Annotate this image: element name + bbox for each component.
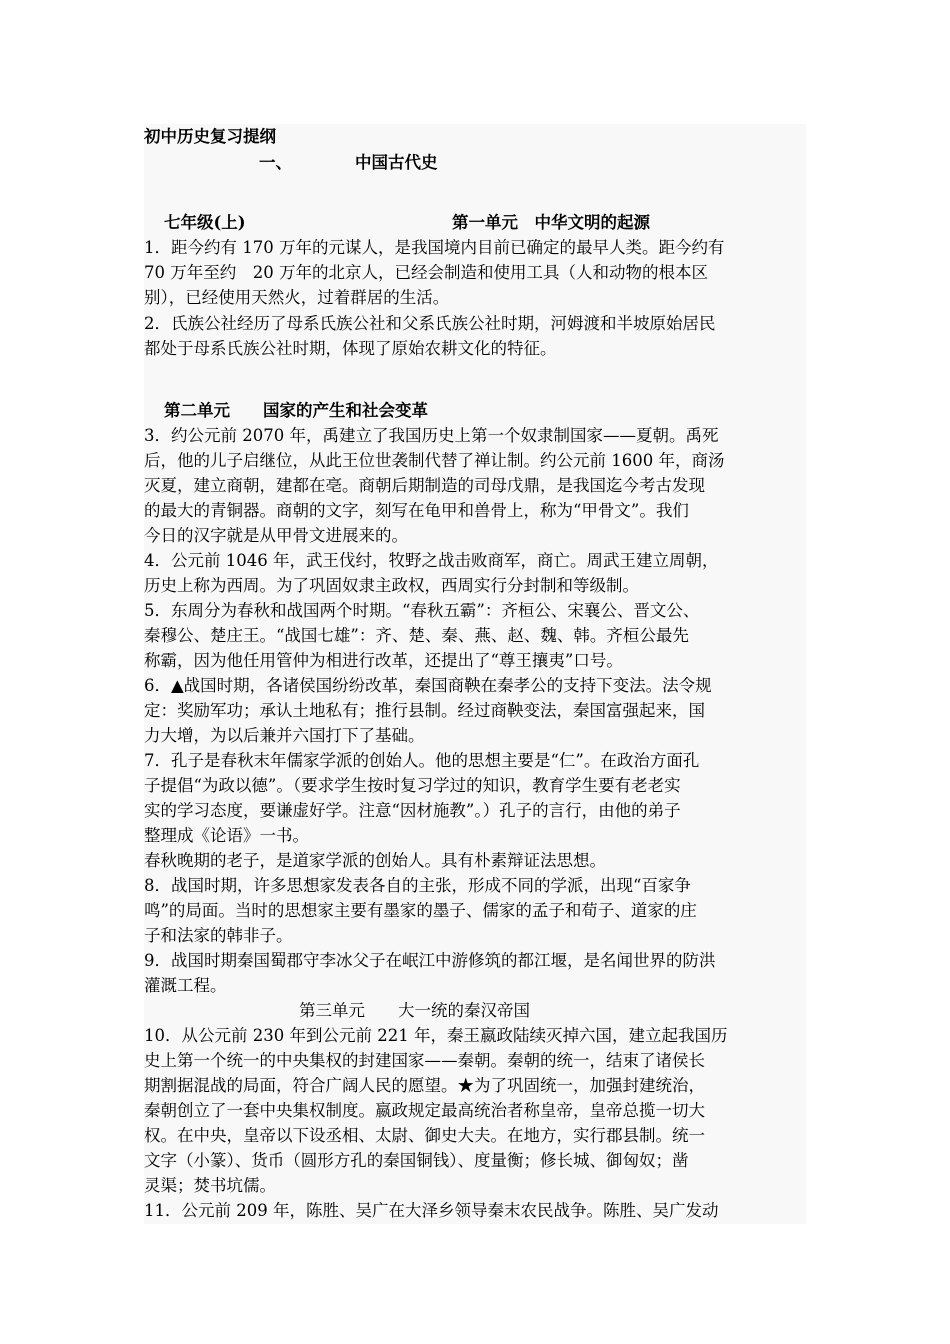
text-line: 鸣”的局面。当时的思想家主要有墨家的墨子、儒家的孟子和荀子、道家的庄: [144, 901, 697, 920]
text-line: 实的学习态度，要谦虚好学。注意“因材施教”。）孔子的言行，由他的弟子: [144, 801, 681, 820]
text-line: 后，他的儿子启继位，从此王位世袭制代替了禅让制。约公元前 1600 年，商汤: [144, 451, 725, 470]
text-line: 灵渠；焚书坑儒。: [144, 1176, 276, 1195]
text-line: 力大增，为以后兼并六国打下了基础。: [144, 726, 425, 745]
text-line: 6．▲战国时期，各诸侯国纷纷改革，秦国商鞅在秦孝公的支持下变法。法令规: [144, 676, 712, 695]
text-line: 灭夏，建立商朝，建都在亳。商朝后期制造的司母戊鼎，是我国迄今考古发现: [144, 476, 705, 495]
text-line: 定：奖励军功；承认土地私有；推行县制。经过商鞅变法，秦国富强起来，国: [144, 701, 705, 720]
text-line: 子提倡“为政以德”。（要求学生按时复习学过的知识，教育学生要有老老实: [144, 776, 681, 795]
unit-3-heading: 第三单元 大一统的秦汉帝国: [299, 1001, 530, 1020]
text-line: 子和法家的韩非子。: [144, 926, 293, 945]
text-line: 1．距今约有 170 万年的元谋人，是我国境内目前已确定的最早人类。距今约有: [144, 238, 725, 257]
document-title: 初中历史复习提纲: [144, 127, 276, 146]
text-line: 70 万年至约 20 万年的北京人，已经会制造和使用工具（人和动物的根本区: [144, 263, 708, 282]
text-line: 3．约公元前 2070 年，禹建立了我国历史上第一个奴隶制国家——夏朝。禹死: [144, 426, 719, 445]
text-line: 别），已经使用天然火，过着群居的生活。: [144, 288, 450, 307]
text-line: 春秋晚期的老子，是道家学派的创始人。具有朴素辩证法思想。: [144, 851, 606, 870]
text-line: 7．孔子是春秋末年儒家学派的创始人。他的思想主要是“仁”。在政治方面孔: [144, 751, 700, 770]
text-line: 9．战国时期秦国蜀郡守李冰父子在岷江中游修筑的都江堰，是名闻世界的防洪: [144, 951, 716, 970]
text-line: 权。在中央，皇帝以下设丞相、太尉、御史大夫。在地方，实行郡县制。统一: [144, 1126, 705, 1145]
grade-label: 七年级(上): [164, 213, 246, 232]
text-line: 历史上称为西周。为了巩固奴隶主政权，西周实行分封制和等级制。: [144, 576, 639, 595]
text-line: 史上第一个统一的中央集权的封建国家——秦朝。秦朝的统一，结束了诸侯长: [144, 1051, 705, 1070]
section-title: 中国古代史: [355, 153, 438, 172]
text-line: 秦穆公、楚庄王。“战国七雄”：齐、楚、秦、燕、赵、魏、韩。齐桓公最先: [144, 626, 689, 645]
text-line: 称霸，因为他任用管仲为相进行改革，还提出了“尊王攘夷”口号。: [144, 651, 623, 670]
text-line: 都处于母系氏族公社时期，体现了原始农耕文化的特征。: [144, 339, 557, 358]
text-line: 整理成《论语》一书。: [144, 826, 309, 845]
text-line: 4．公元前 1046 年，武王伐纣，牧野之战击败商军，商亡。周武王建立周朝，: [144, 551, 719, 570]
text-line: 2．氏族公社经历了母系氏族公社和父系氏族公社时期，河姆渡和半坡原始居民: [144, 314, 716, 333]
text-line: 期割据混战的局面，符合广阔人民的愿望。★为了巩固统一，加强封建统治，: [144, 1076, 705, 1095]
unit-2-heading: 第二单元 国家的产生和社会变革: [164, 401, 428, 420]
text-line: 8．战国时期，许多思想家发表各自的主张，形成不同的学派，出现“百家争: [144, 876, 691, 895]
text-line: 的最大的青铜器。商朝的文字，刻写在龟甲和兽骨上，称为“甲骨文”。我们: [144, 501, 689, 520]
text-line: 10．从公元前 230 年到公元前 221 年，秦王嬴政陆续灭掉六国，建立起我国历: [144, 1026, 728, 1045]
text-line: 5．东周分为春秋和战国两个时期。“春秋五霸”：齐桓公、宋襄公、晋文公、: [144, 601, 700, 620]
text-line: 文字（小篆）、货币（圆形方孔的秦国铜钱）、度量衡；修长城、御匈奴；凿: [144, 1151, 689, 1170]
text-line: 今日的汉字就是从甲骨文进展来的。: [144, 526, 408, 545]
text-line: 秦朝创立了一套中央集权制度。嬴政规定最高统治者称皇帝，皇帝总揽一切大: [144, 1101, 705, 1120]
text-line: 11．公元前 209 年，陈胜、吴广在大泽乡领导秦末农民战争。陈胜、吴广发动: [144, 1201, 719, 1220]
section-number: 一、: [259, 153, 292, 172]
unit-1-heading: 第一单元 中华文明的起源: [452, 213, 650, 232]
text-line: 灌溉工程。: [144, 976, 227, 995]
